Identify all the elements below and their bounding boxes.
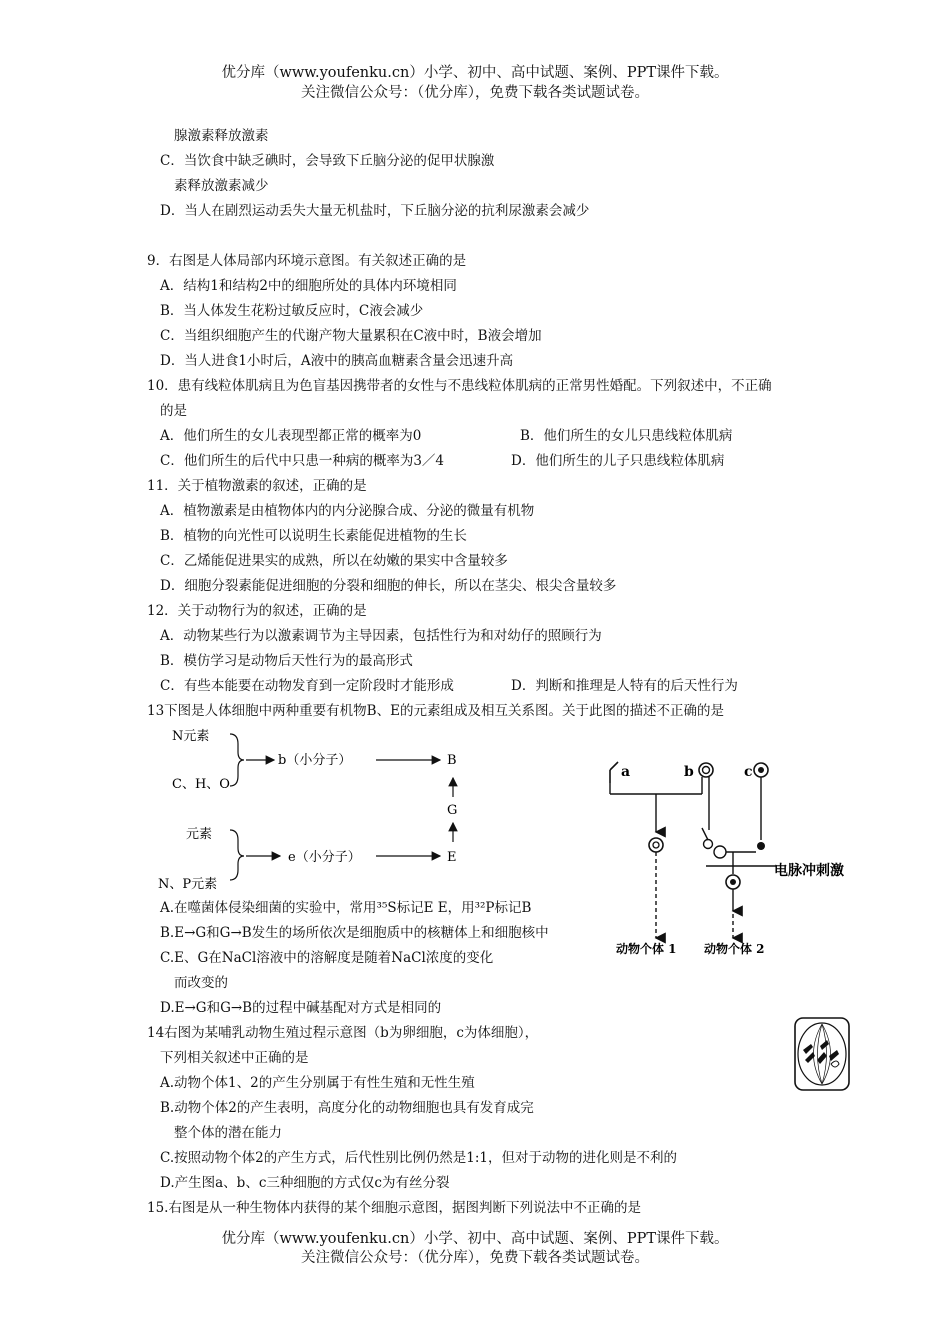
diagram-G: G [447,803,458,818]
q13-option-b: B.E→G和G→B发生的场所依次是细胞质中的核糖体上和细胞核中 [160,925,549,941]
q9-option-d: D．当人进食1小时后，A液中的胰高血糖素含量会迅速升高 [160,353,514,369]
q14-option-b-line1: B.动物个体2的产生表明，高度分化的动物细胞也具有发育成完 [160,1100,534,1116]
q10-option-d: D．他们所生的儿子只患线粒体肌病 [511,453,725,469]
q12-option-c: C．有些本能要在动物发育到一定阶段时才能形成 [160,678,454,694]
q12-option-b: B．模仿学习是动物后天性行为的最高形式 [160,653,413,669]
q11-stem: 11．关于植物激素的叙述，正确的是 [147,478,367,494]
enucleated-egg-icon [702,828,726,858]
diagram-cho: C、H、O [172,777,230,792]
label-individual-2: 动物个体 2 [704,942,765,956]
q8-continuation: 腺激素释放激素 [174,128,269,144]
q10-option-c: C．他们所生的后代中只患一种病的概率为3／4 [160,453,445,469]
q14-option-d: D.产生图a、b、c三种细胞的方式仅c为有丝分裂 [160,1175,450,1191]
q13-option-d: D.E→G和G→B的过程中碱基配对方式是相同的 [160,1000,442,1016]
egg-cell-b-icon [699,763,713,777]
q14-option-b-line2: 整个体的潜在能力 [174,1125,282,1141]
q8-option-c-line1: C．当饮食中缺乏碘时，会导致下丘脑分泌的促甲状腺激 [160,153,495,169]
footer-line-2: 关注微信公众号：（优分库），免费下载各类试题试卷。 [301,1250,649,1266]
diagram-b-small: b（小分子） [278,753,352,768]
q10-option-a: A．他们所生的女儿表现型都正常的概率为0 [160,428,422,444]
q14-option-c: C.按照动物个体2的产生方式，后代性别比例仍然是1:1，但对于动物的进化则是不利的 [160,1150,677,1166]
q13-stem: 13下图是人体细胞中两种重要有机物B、E的元素组成及相互关系图。关于此图的描述不正确的是 [147,703,724,719]
footer-line-1: 优分库（www.youfenku.cn）小学、初中、高中试题、案例、PPT课件下载。 [221,1231,729,1247]
upper-brace [230,734,244,786]
diagram-yuansu: 元素 [186,827,213,842]
chromosome-icon [803,1040,839,1064]
header-line-2: 关注微信公众号：（优分库），免费下载各类试题试卷。 [301,85,649,101]
q11-option-b: B．植物的向光性可以说明生长素能促进植物的生长 [160,528,467,544]
diagram-np: N、P元素 [158,877,218,892]
q9-option-b: B．当人体发生花粉过敏反应时，C液会减少 [160,303,424,319]
q10-stem-line1: 10．患有线粒体肌病且为色盲基因携带者的女性与不患线粒体肌病的正常男性婚配。下列叙述中，不正确 [147,378,772,394]
label-a: a [621,764,631,780]
diagram-n-element: N元素 [172,729,210,744]
diagram-e-small: e（小分子） [288,850,361,865]
q10-option-b: B．他们所生的女儿只患线粒体肌病 [520,428,733,444]
q15-cell-division-image [793,1016,851,1092]
q11-option-c: C．乙烯能促进果实的成熟，所以在幼嫩的果实中含量较多 [160,553,508,569]
somatic-cell-c-icon [754,763,768,777]
q11-option-d: D．细胞分裂素能促进细胞的分裂和细胞的伸长，所以在茎尖、根尖含量较多 [160,578,617,594]
q9-option-c: C．当组织细胞产生的代谢产物大量累积在C液中时，B液会增加 [160,328,542,344]
q13-option-a: A.在噬菌体侵染细菌的实验中，常用³⁵S标记E E，用³²P标记B [160,900,532,916]
q9-option-a: A．结构1和结构2中的细胞所处的具体内环境相同 [160,278,457,294]
q9-stem: 9．右图是人体局部内环境示意图。有关叙述正确的是 [147,253,467,269]
q15-stem: 15.右图是从一种生物体内获得的某个细胞示意图，据图判断下列说法中不正确的是 [147,1200,641,1216]
q13-option-c-line1: C.E、G在NaCl溶液中的溶解度是随着NaCl浓度的变化 [160,950,494,966]
q8-option-d: D．当人在剧烈运动丢失大量无机盐时，下丘脑分泌的抗利尿激素会减少 [160,203,590,219]
q14-reproduction-diagram [596,748,858,963]
q12-stem: 12．关于动物行为的叙述，正确的是 [147,603,367,619]
q13-element-diagram [150,722,490,897]
label-b: b [684,764,694,780]
q14-option-a: A.动物个体1、2的产生分别属于有性生殖和无性生殖 [160,1075,475,1091]
q12-option-d: D．判断和推理是人特有的后天性行为 [511,678,738,694]
q14-stem-line1: 14右图为某哺乳动物生殖过程示意图（b为卵细胞，c为体细胞）， [147,1025,539,1041]
q14-stem-line2: 下列相关叙述中正确的是 [160,1050,309,1066]
label-electric-pulse: 电脉冲刺激 [774,863,844,879]
q12-option-a: A．动物某些行为以激素调节为主导因素，包括性行为和对幼仔的照顾行为 [160,628,602,644]
diagram-E: E [447,850,457,865]
q10-stem-line2: 的是 [160,403,187,419]
lower-brace [230,830,244,880]
reconstructed-cell-icon [726,875,740,889]
diagram-B: B [447,753,457,768]
zygote-icon [649,838,663,852]
sperm-cell-a-icon [610,762,618,783]
q8-option-c-line2: 素释放激素减少 [174,178,269,194]
nucleus-transfer-icon [757,842,765,850]
label-c: c [744,764,753,780]
q11-option-a: A．植物激素是由植物体内的内分泌腺合成、分泌的微量有机物 [160,503,535,519]
header-line-1: 优分库（www.youfenku.cn）小学、初中、高中试题、案例、PPT课件下载。 [221,65,729,81]
q13-option-c-line2: 而改变的 [174,975,228,991]
label-individual-1: 动物个体 1 [616,942,677,956]
